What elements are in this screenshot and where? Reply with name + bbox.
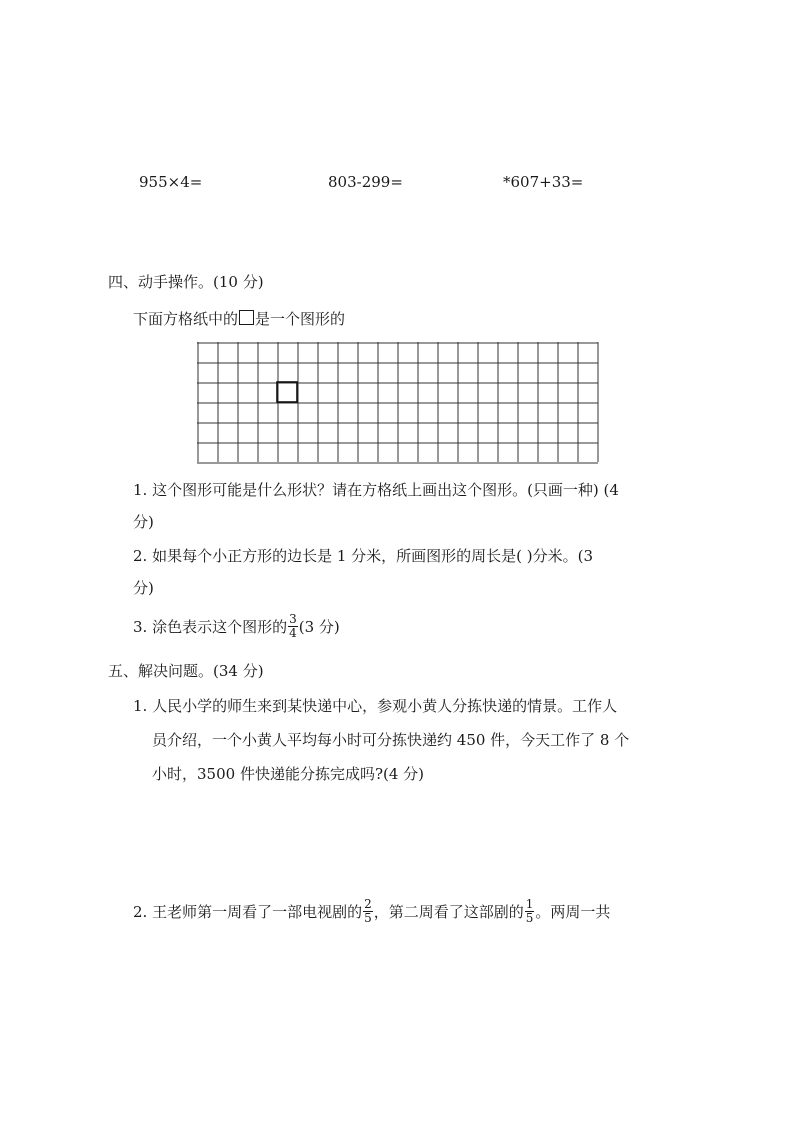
q3-text-before: 3. 涂色表示这个图形的 [133, 618, 288, 637]
fraction-denominator: 5 [525, 910, 534, 925]
fraction-numerator: 3 [289, 612, 297, 626]
calc-3: *607+33= [503, 173, 584, 191]
grid-paper[interactable] [197, 342, 601, 464]
section5-title: 五、解决问题。(34 分) [108, 662, 264, 680]
section4-q3 [133, 612, 340, 641]
p2-text-part1: 2. 王老师第一周看了一部电视剧的 [133, 903, 363, 922]
fraction-numerator: 1 [525, 897, 534, 911]
section4-intro [133, 310, 345, 327]
fraction-one-fifth [525, 898, 535, 924]
p2-text-part3: 。两周一共 [535, 903, 611, 922]
fraction-two-fifths [363, 898, 373, 924]
calc-2: 803-299= [328, 173, 403, 191]
fraction-denominator: 5 [364, 910, 372, 925]
intro-text-after: 是一个图形的 [255, 310, 346, 328]
section5-p1-line3: 小时，3500 件快递能分拣完成吗?(4 分) [152, 765, 425, 783]
calc-1: 955×4= [139, 173, 203, 191]
section4-q1-line1: 1. 这个图形可能是什么形状？请在方格纸上画出这个图形。(只画一种) (4 [133, 481, 619, 499]
p2-text-part2: ，第二周看了这部剧的 [373, 903, 524, 922]
section4-title: 四、动手操作。(10 分) [108, 273, 264, 291]
section4-q1-line2: 分) [133, 513, 154, 531]
fraction-three-quarters [288, 613, 298, 639]
section4-q2-line1: 2. 如果每个小正方形的边长是 1 分米，所画图形的周长是( )分米。(3 [133, 547, 594, 565]
section4-q2-line2: 分) [133, 579, 154, 597]
fraction-numerator: 2 [364, 897, 372, 911]
section5-p1-line2: 员介绍，一个小黄人平均每小时可分拣快递约 450 件，今天工作了 8 个 [152, 731, 630, 749]
q3-text-after: (3 分) [298, 618, 340, 637]
section5-p2 [133, 897, 611, 926]
small-square-icon [239, 310, 254, 325]
fraction-denominator: 4 [289, 625, 297, 640]
section5-p1-line1: 1. 人民小学的师生来到某快递中心，参观小黄人分拣快递的情景。工作人 [133, 697, 618, 715]
intro-text-before: 下面方格纸中的 [133, 310, 239, 328]
given-square [277, 382, 297, 402]
